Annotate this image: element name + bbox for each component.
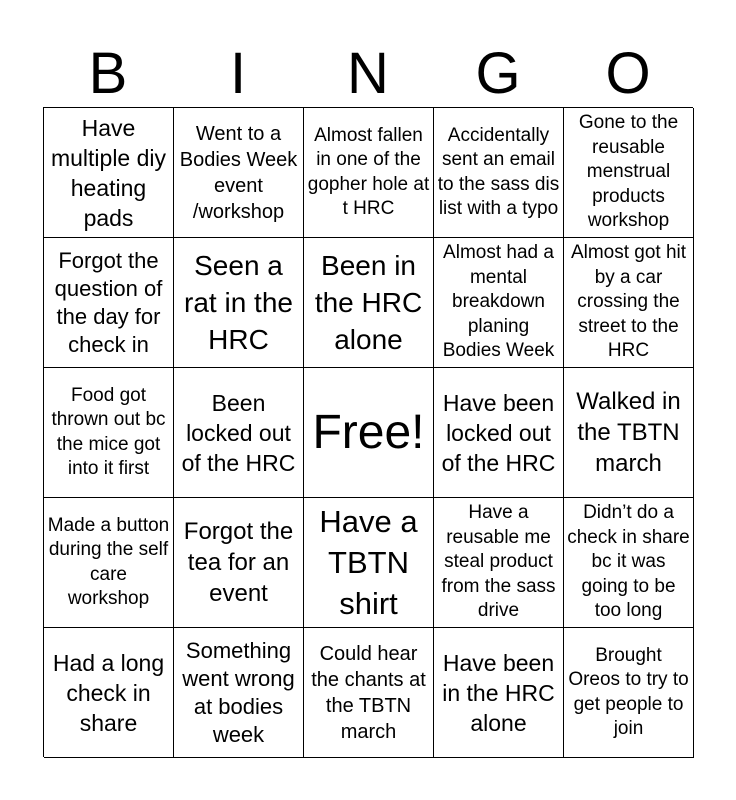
bingo-cell[interactable] [174,368,304,498]
header-letter-b: B [88,41,128,106]
bingo-cell-text: Brought Oreos to try to get people to join [568,644,689,739]
bingo-cell[interactable] [434,368,564,498]
bingo-cell-text: Have a reusable me steal product from the sass drive [441,502,556,622]
bingo-cell[interactable] [174,238,304,368]
bingo-cell[interactable] [44,108,174,238]
bingo-cell[interactable] [304,238,434,368]
bingo-cell-text: Forgot the question of the day for check in [54,247,163,357]
bingo-cell[interactable] [304,498,434,628]
bingo-cell[interactable] [174,108,304,238]
bingo-cell[interactable] [44,368,174,498]
bingo-cell[interactable] [564,108,694,238]
bingo-cell-text: Had a long check in share [52,649,165,736]
bingo-cell[interactable] [44,498,174,628]
bingo-cell[interactable] [434,108,564,238]
bingo-cell-text: Seen a rat in the HRC [184,250,293,355]
free-space-text: Free! [312,405,425,459]
bingo-cell[interactable] [174,498,304,628]
bingo-cell-text: Accidentally sent an email to the sass dis list with a typo [437,124,560,219]
bingo-cell-text: Made a button during the self care workshop [47,514,170,609]
bingo-cell[interactable] [564,238,694,368]
bingo-cell-text: Been locked out of the HRC [181,389,296,476]
bingo-cell-text: Have been in the HRC alone [442,649,555,736]
bingo-cell[interactable] [564,628,694,758]
bingo-cell-text: Forgot the tea for an event [183,518,294,607]
bingo-card [43,107,693,757]
bingo-cell-text: Something went wrong at bodies week [182,637,295,747]
bingo-cell-text: Didn’t do a check in share bc it was going to be too long [567,502,690,622]
bingo-cell[interactable] [174,628,304,758]
bingo-cell-text: Could hear the chants at the TBTN march [311,642,426,743]
header-letter-o: O [605,41,651,106]
bingo-cell-text: Went to a Bodies Week event /workshop [179,122,298,223]
bingo-cell-text: Have multiple diy heating pads [50,114,167,231]
bingo-cell-text: Walked in the TBTN march [576,388,681,477]
header-letter-g: G [475,41,521,106]
bingo-cell-text: Food got thrown out bc the mice got into it first [51,384,166,479]
free-space-cell[interactable] [304,368,434,498]
header-letter-n: N [347,41,389,106]
bingo-cell-text: Almost got hit by a car crossing the street to the HRC [570,242,687,362]
bingo-cell[interactable] [564,498,694,628]
header-letter-i: I [229,41,247,106]
bingo-cell[interactable] [304,108,434,238]
bingo-header [43,40,693,108]
bingo-cell[interactable] [44,628,174,758]
bingo-cell-text: Been in the HRC alone [314,250,423,355]
bingo-cell[interactable] [564,368,694,498]
bingo-cell[interactable] [434,628,564,758]
bingo-cell-text: Have been locked out of the HRC [441,389,556,476]
bingo-cell-text: Almost fallen in one of the gopher hole at t HRC [307,124,430,219]
bingo-cell[interactable] [44,238,174,368]
bingo-cell-text: Almost had a mental breakdown planing Bodies Week [442,242,555,362]
bingo-cell[interactable] [434,498,564,628]
bingo-cell[interactable] [434,238,564,368]
bingo-cell-text: Have a TBTN shirt [319,504,418,621]
bingo-cell[interactable] [304,628,434,758]
bingo-cell-text: Gone to the reusable menstrual products workshop [578,112,679,232]
